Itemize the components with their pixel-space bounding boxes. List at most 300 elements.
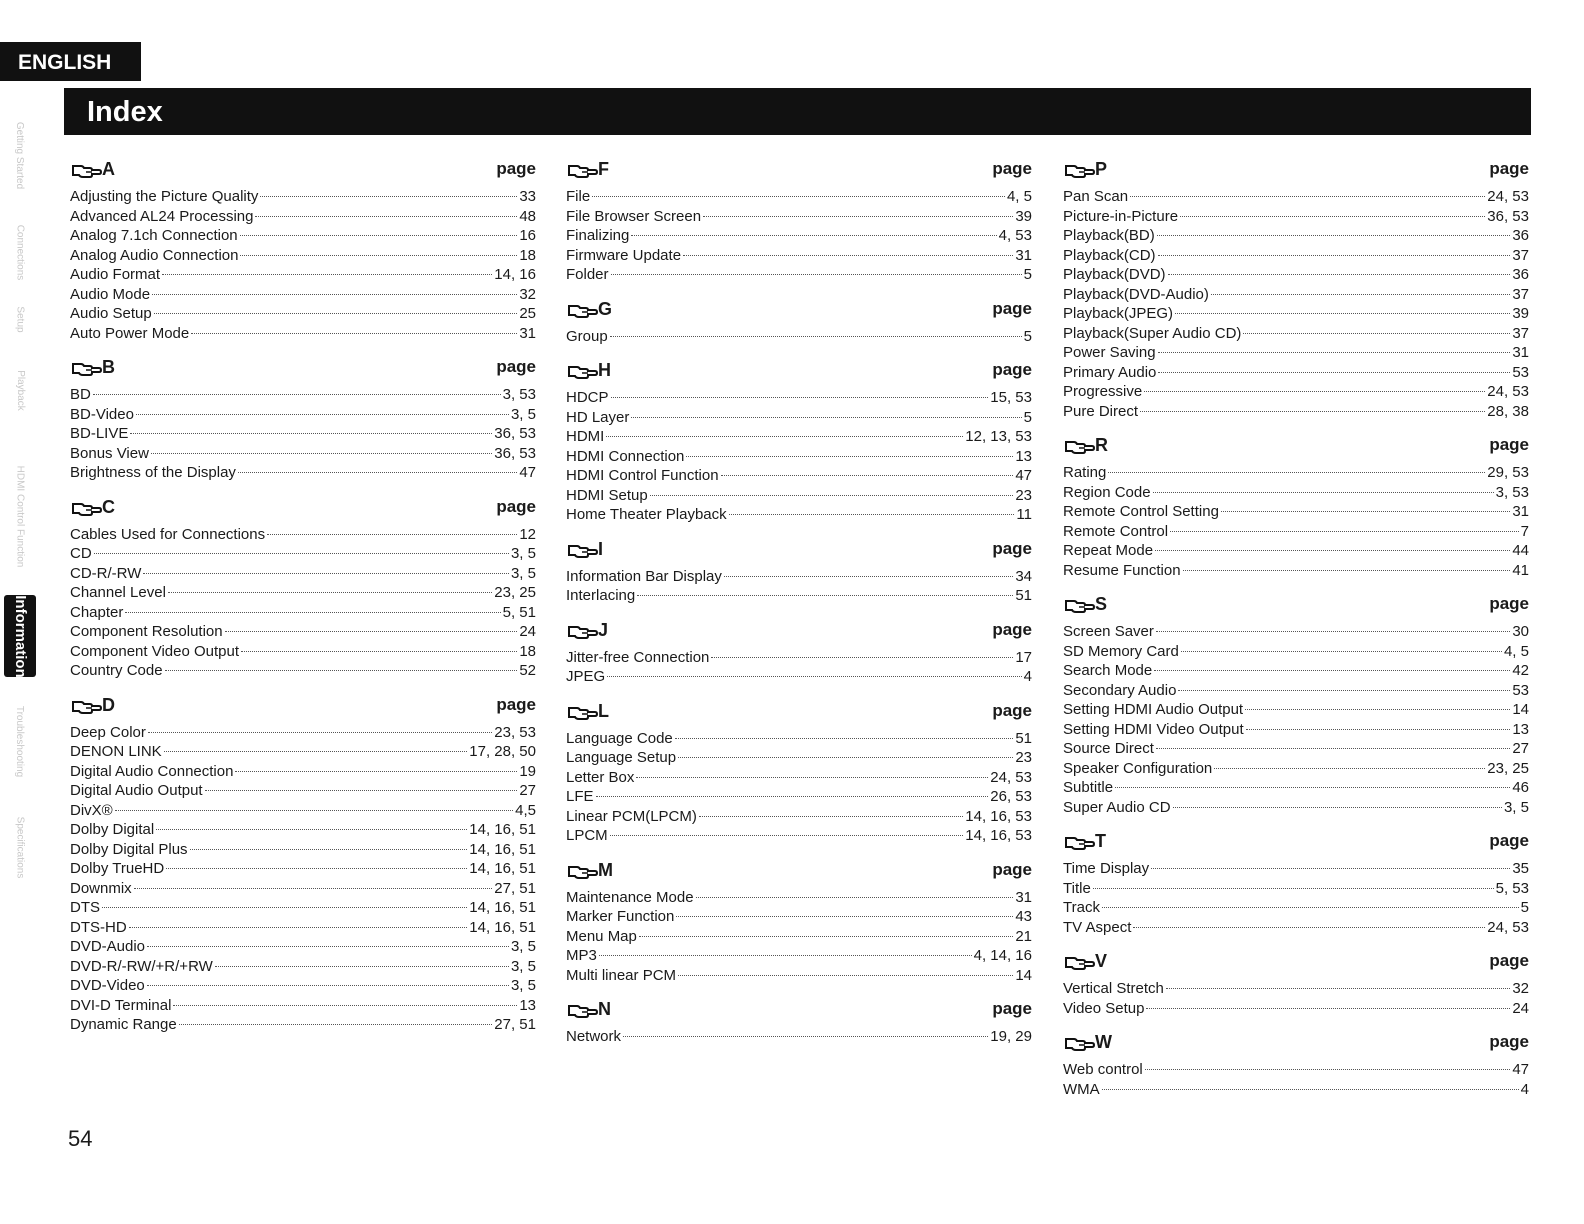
- index-entry: [566, 648, 1032, 668]
- index-term: Pan Scan: [1063, 188, 1129, 205]
- index-entry: [1063, 265, 1529, 285]
- index-term: Setting HDMI Audio Output: [1063, 701, 1244, 718]
- side-nav-item[interactable]: [4, 800, 36, 895]
- dot-leader: [1166, 988, 1510, 989]
- index-entry: [70, 544, 536, 564]
- index-page-refs: 12, 13, 53: [965, 428, 1032, 445]
- index-term: Interlacing: [566, 587, 636, 604]
- dot-leader: [1154, 670, 1510, 671]
- page-column-label: page: [992, 298, 1032, 318]
- index-term: Bonus View: [70, 444, 149, 462]
- index-page-refs: 31: [1512, 503, 1529, 520]
- index-page-refs: 14: [1015, 966, 1032, 984]
- index-entry: [70, 762, 536, 782]
- index-page-refs: 5: [1520, 899, 1529, 916]
- dot-leader: [1214, 768, 1485, 769]
- index-column-2: [566, 155, 1032, 1047]
- dot-leader: [93, 394, 501, 395]
- index-entry: [70, 424, 536, 444]
- index-entry: [566, 748, 1032, 768]
- page-column-label: page: [992, 999, 1032, 1018]
- index-entry: [1063, 382, 1529, 402]
- index-page-refs: 36, 53: [1487, 207, 1529, 225]
- index-page-refs: 28, 38: [1487, 402, 1529, 420]
- index-page-refs: 18: [519, 246, 536, 264]
- index-term: Playback(Super Audio CD): [1063, 324, 1242, 342]
- index-entry: [566, 1027, 1032, 1047]
- dot-leader: [611, 397, 989, 398]
- index-entry: [566, 447, 1032, 467]
- index-entry: [1063, 463, 1529, 483]
- pointing-hand-icon: [1065, 439, 1095, 455]
- index-page-refs: 42: [1512, 662, 1529, 679]
- index-page-refs: 5: [1023, 408, 1032, 426]
- dot-leader: [650, 495, 1014, 496]
- dot-leader: [1102, 1089, 1519, 1090]
- index-entry: [1063, 999, 1529, 1019]
- dot-leader: [631, 417, 1021, 418]
- dot-leader: [152, 294, 517, 295]
- section-letter: C: [102, 496, 115, 517]
- dot-leader: [1180, 216, 1485, 217]
- index-term: Picture-in-Picture: [1063, 207, 1179, 225]
- dot-leader: [215, 966, 509, 967]
- page-column-label: page: [496, 496, 536, 516]
- index-term: Digital Audio Connection: [70, 762, 234, 780]
- index-term: Region Code: [1063, 483, 1151, 501]
- dot-leader: [611, 274, 1022, 275]
- index-page-refs: 18: [519, 642, 536, 660]
- index-entry: [1063, 720, 1529, 740]
- index-entry: [70, 385, 536, 405]
- index-entry: [566, 226, 1032, 246]
- pointing-hand-icon: [1065, 163, 1095, 179]
- index-page-refs: 41: [1512, 561, 1529, 579]
- index-page-refs: 14, 16, 51: [469, 821, 536, 838]
- index-term: Remote Control Setting: [1063, 503, 1219, 520]
- page-column-label: page: [496, 159, 536, 178]
- index-term: Speaker Configuration: [1063, 759, 1213, 777]
- index-entry: [70, 801, 536, 821]
- index-page-refs: 27: [1512, 740, 1529, 757]
- dot-leader: [173, 1005, 517, 1006]
- index-page-refs: 7: [1520, 522, 1529, 540]
- section-letter: S: [1095, 594, 1108, 614]
- index-term: Channel Level: [70, 584, 166, 601]
- index-term: BD: [70, 386, 91, 403]
- side-nav-label: Playback: [14, 369, 26, 411]
- index-page-refs: 35: [1512, 860, 1529, 877]
- index-entry: [1063, 918, 1529, 938]
- index-entry: [70, 918, 536, 938]
- pointing-hand-icon: [1065, 835, 1095, 851]
- dot-leader: [1133, 927, 1485, 928]
- index-page-refs: 39: [1015, 207, 1032, 225]
- index-term: DENON LINK: [70, 743, 162, 760]
- dot-leader: [610, 835, 964, 836]
- dot-leader: [1115, 787, 1510, 788]
- dot-leader: [639, 936, 1013, 937]
- dot-leader: [94, 553, 509, 554]
- dot-leader: [1108, 472, 1485, 473]
- pointing-hand-icon: [568, 864, 598, 880]
- side-nav-item[interactable]: [4, 686, 36, 796]
- index-entry: [70, 642, 536, 662]
- index-term: Language Code: [566, 729, 673, 747]
- pointing-hand-icon: [568, 364, 598, 380]
- dot-leader: [165, 670, 518, 671]
- index-term: Dolby TrueHD: [70, 860, 165, 877]
- index-term: DVI-D Terminal: [70, 996, 172, 1014]
- page-title: Index: [87, 96, 163, 128]
- side-nav-label: Connections: [14, 224, 26, 280]
- index-term: File Browser Screen: [566, 207, 702, 225]
- index-term: Track: [1063, 899, 1100, 916]
- index-term: Subtitle: [1063, 779, 1114, 796]
- index-term: Auto Power Mode: [70, 324, 190, 342]
- pointing-hand-icon: [568, 163, 598, 179]
- index-page-refs: 5: [1023, 266, 1032, 283]
- index-page-refs: 14, 16: [494, 266, 536, 283]
- index-page-refs: 23: [1015, 749, 1032, 766]
- index-entry: [1063, 207, 1529, 227]
- index-page-refs: 16: [519, 227, 536, 244]
- index-entry: [70, 661, 536, 681]
- index-term: Web control: [1063, 1061, 1143, 1078]
- index-entry: [1063, 681, 1529, 701]
- index-term: Language Setup: [566, 749, 677, 766]
- index-term: Analog 7.1ch Connection: [70, 227, 238, 244]
- index-page-refs: 4,5: [515, 801, 536, 819]
- index-term: Country Code: [70, 662, 163, 679]
- dot-leader: [136, 414, 509, 415]
- page-column-label: page: [1489, 159, 1529, 178]
- index-term: Pure Direct: [1063, 402, 1139, 420]
- index-term: Finalizing: [566, 227, 630, 244]
- side-nav-item[interactable]: [4, 346, 36, 434]
- index-term: Audio Format: [70, 266, 161, 283]
- index-entry: [1063, 285, 1529, 305]
- dot-leader: [255, 216, 517, 217]
- dot-leader: [721, 475, 1014, 476]
- index-entry: [70, 840, 536, 860]
- index-page-refs: 15, 53: [990, 389, 1032, 406]
- index-page-refs: 36: [1512, 227, 1529, 244]
- index-term: WMA: [1063, 1080, 1100, 1098]
- index-term: DTS: [70, 899, 100, 916]
- index-page-refs: 4: [1520, 1080, 1529, 1098]
- dot-leader: [636, 777, 988, 778]
- index-page-refs: 13: [519, 996, 536, 1014]
- section-header: [1063, 431, 1529, 463]
- index-entry: [70, 285, 536, 305]
- index-term: Remote Control: [1063, 522, 1169, 540]
- index-page-refs: 5, 51: [502, 603, 536, 621]
- pointing-hand-icon: [72, 163, 102, 179]
- dot-leader: [683, 255, 1013, 256]
- dot-leader: [1151, 868, 1510, 869]
- index-entry: [70, 187, 536, 207]
- section-letter: M: [598, 859, 613, 880]
- index-entry: [70, 1015, 536, 1035]
- index-term: Component Resolution: [70, 623, 223, 640]
- index-entry: [566, 505, 1032, 525]
- index-page-refs: 36, 53: [494, 444, 536, 462]
- index-term: Firmware Update: [566, 246, 682, 264]
- dot-leader: [1211, 294, 1510, 295]
- dot-leader: [1158, 255, 1511, 256]
- index-term: DVD-Video: [70, 977, 145, 994]
- index-term: DVD-R/-RW/+R/+RW: [70, 957, 213, 975]
- index-term: Rating: [1063, 464, 1107, 481]
- dot-leader: [610, 336, 1022, 337]
- page-column-label: page: [992, 700, 1032, 720]
- index-term: Search Mode: [1063, 662, 1153, 679]
- index-page-refs: 3, 5: [510, 564, 536, 582]
- section-letter: W: [1095, 1032, 1112, 1052]
- index-entry: [70, 265, 536, 285]
- index-page-refs: 4, 53: [998, 227, 1032, 244]
- index-page-refs: 29, 53: [1487, 464, 1529, 481]
- index-term: Vertical Stretch: [1063, 980, 1164, 997]
- dot-leader: [1130, 196, 1485, 197]
- index-page-refs: 43: [1015, 908, 1032, 925]
- dot-leader: [1146, 1008, 1510, 1009]
- index-entry: [70, 444, 536, 464]
- index-term: Home Theater Playback: [566, 506, 727, 523]
- index-page-refs: 13: [1015, 447, 1032, 465]
- index-page-refs: 21: [1015, 927, 1032, 945]
- index-term: Time Display: [1063, 860, 1150, 877]
- index-entry: [566, 427, 1032, 447]
- index-entry: [70, 937, 536, 957]
- index-entry: [1063, 402, 1529, 422]
- index-page-refs: 26, 53: [990, 788, 1032, 805]
- dot-leader: [241, 651, 517, 652]
- dot-leader: [637, 595, 1013, 596]
- index-term: Cables Used for Connections: [70, 525, 266, 543]
- dot-leader: [164, 751, 468, 752]
- index-entry: [1063, 759, 1529, 779]
- side-nav-item[interactable]: [4, 100, 36, 210]
- dot-leader: [156, 829, 467, 830]
- dot-leader: [1243, 333, 1510, 334]
- pointing-hand-icon: [72, 501, 102, 517]
- index-entry: [70, 976, 536, 996]
- dot-leader: [729, 514, 1015, 515]
- index-entry: [1063, 187, 1529, 207]
- dot-leader: [125, 612, 500, 613]
- index-term: LFE: [566, 788, 594, 805]
- side-nav-item[interactable]: [4, 436, 36, 596]
- index-page-refs: 23, 53: [494, 723, 536, 741]
- index-term: Repeat Mode: [1063, 542, 1154, 559]
- index-page-refs: 3, 5: [510, 977, 536, 994]
- index-page-refs: 24, 53: [1487, 188, 1529, 205]
- side-nav-item[interactable]: [4, 212, 36, 292]
- dot-leader: [1221, 511, 1510, 512]
- section-letter: T: [1095, 831, 1106, 851]
- index-term: Network: [566, 1028, 622, 1045]
- dot-leader: [1170, 531, 1519, 532]
- index-entry: [1063, 979, 1529, 999]
- dot-leader: [238, 472, 517, 473]
- dot-leader: [240, 255, 517, 256]
- dot-leader: [1145, 1069, 1511, 1070]
- page-column-label: page: [496, 357, 536, 376]
- dot-leader: [115, 810, 513, 811]
- pointing-hand-icon: [568, 543, 598, 559]
- language-tab: ENGLISH: [0, 42, 141, 81]
- dot-leader: [1157, 235, 1511, 236]
- index-page-refs: 19: [519, 762, 536, 780]
- index-entry: [1063, 661, 1529, 681]
- index-entry: [70, 564, 536, 584]
- pointing-hand-icon: [72, 361, 102, 377]
- index-entry: [566, 388, 1032, 408]
- side-nav-label: Troubleshooting: [14, 705, 26, 777]
- dot-leader: [190, 849, 468, 850]
- index-term: Audio Mode: [70, 285, 151, 303]
- index-term: Chapter: [70, 603, 124, 621]
- section-letter: G: [598, 298, 613, 319]
- index-term: Letter Box: [566, 768, 635, 786]
- index-term: DivX®: [70, 801, 113, 819]
- section-header: [1063, 590, 1529, 622]
- dot-leader: [1102, 907, 1519, 908]
- dot-leader: [205, 790, 518, 791]
- section-letter: A: [102, 159, 115, 179]
- dot-leader: [151, 453, 492, 454]
- index-entry: [566, 826, 1032, 846]
- index-page-refs: 14, 16, 51: [469, 840, 536, 858]
- index-page-refs: 37: [1512, 324, 1529, 342]
- index-page-refs: 23, 25: [494, 584, 536, 601]
- index-entry: [70, 723, 536, 743]
- side-nav-item[interactable]: [4, 595, 36, 677]
- index-page-refs: 24, 53: [1487, 383, 1529, 400]
- index-entry: [70, 207, 536, 227]
- index-term: Dynamic Range: [70, 1016, 177, 1033]
- section-header: [1063, 947, 1529, 979]
- index-entry: [70, 226, 536, 246]
- dot-leader: [1140, 411, 1485, 412]
- index-term: Playback(DVD-Audio): [1063, 285, 1209, 303]
- index-page-refs: 4, 5: [1006, 188, 1032, 205]
- index-entry: [70, 463, 536, 483]
- index-term: JPEG: [566, 668, 606, 685]
- index-term: DVD-Audio: [70, 938, 146, 955]
- dot-leader: [1168, 274, 1511, 275]
- index-term: LPCM: [566, 827, 608, 844]
- page-column-label: page: [1489, 435, 1529, 454]
- section-header: [1063, 155, 1529, 187]
- dot-leader: [607, 676, 1021, 677]
- index-page-refs: 51: [1015, 587, 1032, 604]
- index-page-refs: 44: [1512, 542, 1529, 559]
- index-entry: [70, 898, 536, 918]
- index-term: Menu Map: [566, 927, 637, 945]
- index-page-refs: 39: [1512, 305, 1529, 322]
- index-entry: [70, 304, 536, 324]
- index-term: HDMI Setup: [566, 486, 648, 504]
- index-entry: [566, 408, 1032, 428]
- dot-leader: [1245, 709, 1510, 710]
- dot-leader: [623, 1036, 988, 1037]
- index-term: Information Bar Display: [566, 567, 722, 585]
- side-nav-item[interactable]: [4, 294, 36, 344]
- index-entry: [566, 667, 1032, 687]
- dot-leader: [596, 796, 989, 797]
- index-page-refs: 14, 16, 53: [965, 807, 1032, 825]
- dot-leader: [129, 927, 468, 928]
- side-nav-label: Setup: [14, 305, 26, 333]
- index-page-refs: 37: [1512, 246, 1529, 264]
- section-header: [566, 155, 1032, 187]
- index-term: Component Video Output: [70, 642, 240, 660]
- index-page-refs: 53: [1512, 363, 1529, 381]
- index-term: HDMI Connection: [566, 447, 685, 465]
- index-entry: [566, 586, 1032, 606]
- index-page-refs: 36: [1512, 266, 1529, 283]
- index-page-refs: 46: [1512, 779, 1529, 796]
- index-page-refs: 27: [519, 782, 536, 799]
- index-entry: [1063, 798, 1529, 818]
- dot-leader: [1183, 570, 1511, 571]
- section-letter: L: [598, 700, 609, 721]
- index-page-refs: 17, 28, 50: [469, 743, 536, 760]
- section-header: [566, 697, 1032, 729]
- side-nav-label: Getting Started: [14, 121, 26, 189]
- side-nav-label: Specifications: [14, 816, 26, 879]
- section-header: [566, 295, 1032, 327]
- index-entry: [566, 966, 1032, 986]
- index-term: Marker Function: [566, 908, 675, 925]
- index-entry: [1063, 304, 1529, 324]
- index-entry: [566, 807, 1032, 827]
- index-term: CD-R/-RW: [70, 564, 142, 582]
- index-term: Jitter-free Connection: [566, 648, 710, 666]
- dot-leader: [191, 333, 517, 334]
- dot-leader: [1246, 729, 1511, 730]
- index-entry: [566, 907, 1032, 927]
- index-term: Source Direct: [1063, 740, 1154, 757]
- index-page-refs: 14, 16, 51: [469, 899, 536, 916]
- index-term: CD: [70, 545, 92, 562]
- index-term: Advanced AL24 Processing: [70, 207, 254, 225]
- index-term: Playback(DVD): [1063, 266, 1166, 283]
- index-entry: [566, 888, 1032, 908]
- dot-leader: [1144, 391, 1485, 392]
- index-entry: [566, 768, 1032, 788]
- dot-leader: [102, 907, 467, 908]
- section-letter: P: [1095, 159, 1108, 179]
- dot-leader: [148, 732, 492, 733]
- index-entry: [70, 781, 536, 801]
- index-page-refs: 12: [519, 525, 536, 543]
- index-entry: [1063, 700, 1529, 720]
- index-entry: [1063, 541, 1529, 561]
- index-entry: [566, 246, 1032, 266]
- index-term: HD Layer: [566, 408, 630, 426]
- index-page-refs: 4, 5: [1503, 642, 1529, 660]
- index-column-3: [1063, 155, 1529, 1099]
- index-term: Group: [566, 327, 608, 345]
- index-page-refs: 27, 51: [494, 1016, 536, 1033]
- index-page-refs: 3, 5: [1503, 798, 1529, 816]
- section-letter: N: [598, 999, 611, 1019]
- section-letter: J: [598, 619, 609, 640]
